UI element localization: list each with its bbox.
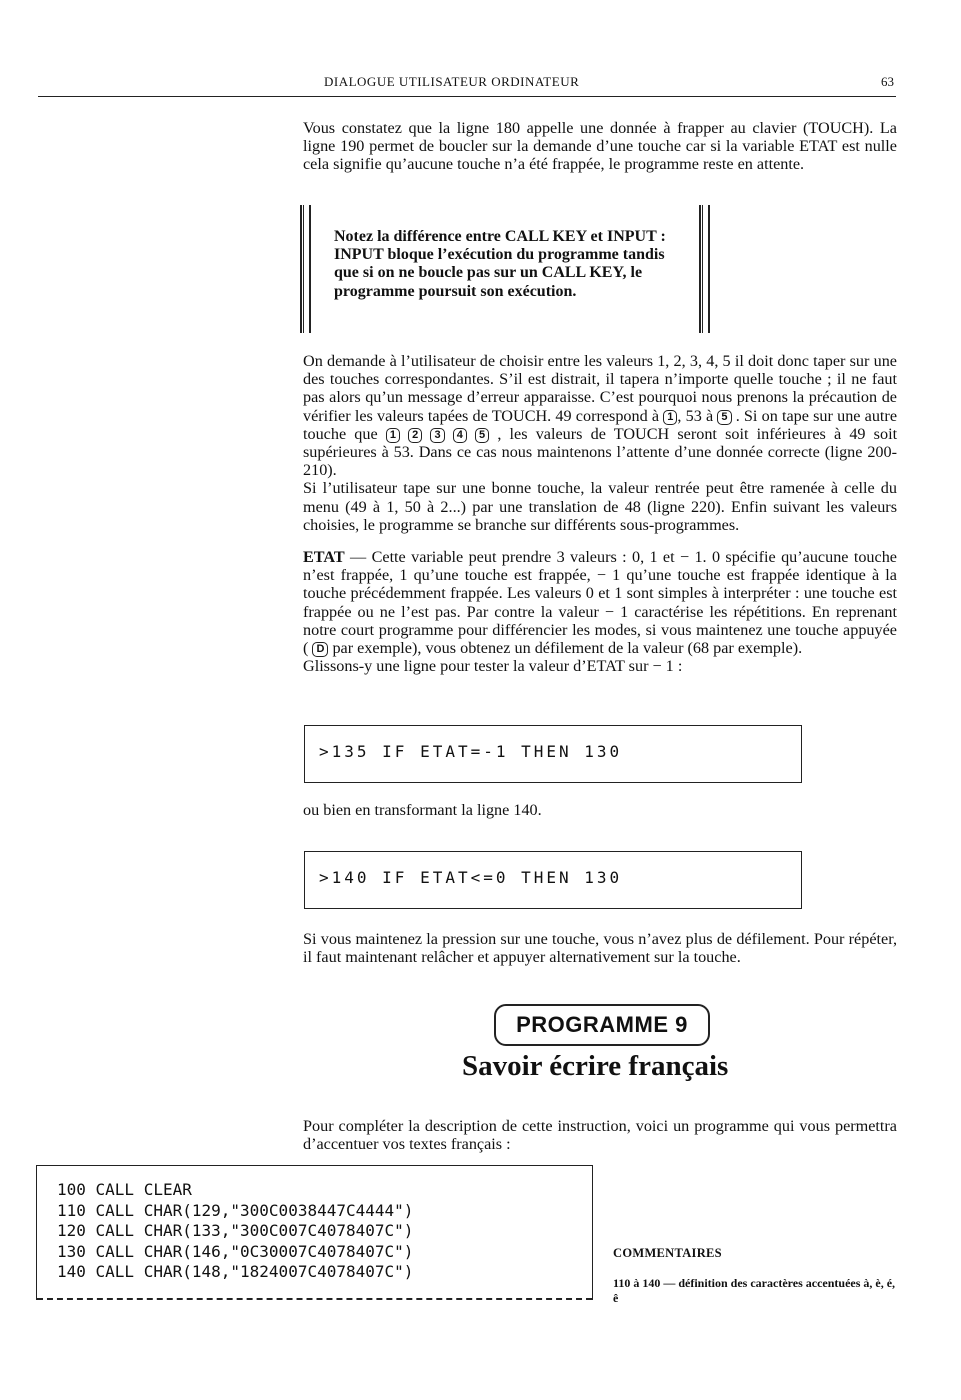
page-header <box>38 72 896 97</box>
paragraph-etat: ETAT — Cette variable peut prendre 3 valeurs : 0, 1 et − 1. 0 spécifie qu’aucune touche n’est frappée, 1 qu’une touche est frappée, − 1 qu’une touche est frappée identique à la touche précédemment frappée. Les valeurs 0 et 1 sont simples à interpréter : une touche est frappée ou ne l’est pas. Par contre la valeur − 1 caractérise les répétitions. En reprenant notre court programme pour différencier les modes, si vous maintenez une touche appuyée ( D par exemple), vous obtenez un défilement de la valeur (68 par exemple). Glissons-y une ligne pour tester la valeur d’ETAT sur − 1 : <box>303 548 897 676</box>
program-listing <box>36 1165 593 1300</box>
code-line-140: >140 IF ETAT<=0 THEN 130 <box>319 868 623 887</box>
listing-continuation-dashes <box>37 1298 592 1300</box>
program-badge: PROGRAMME 9 <box>494 1004 710 1046</box>
etat-term: ETAT <box>303 548 345 566</box>
note-left-bar <box>300 205 311 333</box>
comments-heading: COMMENTAIRES <box>613 1246 722 1260</box>
listing-line: 140 CALL CHAR(148,"1824007C4078407C") <box>57 1262 414 1281</box>
key-2-icon: 2 <box>408 428 422 443</box>
paragraph-program-intro: Pour compléter la description de cette instruction, voici un programme qui vous permettra d’accentuer vos textes français : <box>303 1117 897 1154</box>
note-box <box>300 205 710 333</box>
listing-line: 110 CALL CHAR(129,"300C0038447C4444") <box>57 1200 414 1220</box>
program-title: Savoir écrire français <box>462 1050 729 1082</box>
key-5-icon: 5 <box>475 428 489 443</box>
paragraph-choice-validation: On demande à l’utilisateur de choisir entre les valeurs 1, 2, 3, 4, 5 il doit donc taper sur une des touches correspondantes. S’il est distrait, il tapera n’importe quelle touche ; il ne faut pas alors qu’un message d’erreur apparaisse. C’est pourquoi nous prenons la précaution de vérifier les valeurs tapées de TOUCH. 49 correspond à 1 , 53 à 5 . Si on tape sur une autre touche que 1 2 3 4 5 , les valeurs de TOUCH seront soit inférieures à 49 soit supérieures à 53. Dans ce cas nous maintenons l’attente d’une donnée correcte (ligne 200-210). Si l’utilisateur tape sur une bonne touche, la valeur rentrée peut être ramenée à celle du menu (49 à 1, 50 à 2...) par une translation de 48 (ligne 220). Enfin suivant les valeurs choisies, le programme se branche sur différents sous-programmes. <box>303 352 898 534</box>
listing-line: 130 CALL CHAR(146,"0C30007C4078407C") <box>57 1241 414 1261</box>
code-box-140 <box>304 851 802 909</box>
listing-lines <box>57 1180 413 1283</box>
comments-text: 110 à 140 — définition des caractères accentuées à, è, é, ê <box>613 1276 896 1305</box>
code-box-135 <box>304 725 802 783</box>
key-3-icon: 3 <box>430 428 444 443</box>
note-text: Notez la différence entre CALL KEY et INPUT : INPUT bloque l’exécution du programme tandis que si on ne boucle pas sur un CALL KEY, le programme poursuit son exécution. <box>334 228 666 300</box>
key-1-icon: 1 <box>386 428 400 443</box>
key-1-icon: 1 <box>663 410 677 425</box>
page-number: 63 <box>881 74 894 89</box>
key-4-icon: 4 <box>453 428 467 443</box>
code-line-135: >135 IF ETAT=-1 THEN 130 <box>319 742 623 761</box>
running-title: DIALOGUE UTILISATEUR ORDINATEUR <box>324 74 580 89</box>
paragraph-touch-intro: Vous constatez que la ligne 180 appelle une donnée à frapper au clavier (TOUCH). La ligne 190 permet de boucler sur la demande d’une touche car si la variable ETAT est nulle cela signifie qu’aucune touche n’a été frappée, le programme reste en attente. <box>303 119 897 174</box>
key-d-icon: D <box>312 642 328 657</box>
listing-line: 120 CALL CHAR(133,"300C007C4078407C") <box>57 1221 414 1240</box>
paragraph-transform-140: ou bien en transformant la ligne 140. <box>303 801 542 819</box>
listing-line: 100 CALL CLEAR <box>57 1180 192 1199</box>
note-right-bar <box>699 205 710 333</box>
paragraph-pressure: Si vous maintenez la pression sur une touche, vous n’avez plus de défilement. Pour répéter, il faut maintenant relâcher et appuyer alternativement sur la touche. <box>303 930 897 967</box>
key-5-icon: 5 <box>717 410 731 425</box>
